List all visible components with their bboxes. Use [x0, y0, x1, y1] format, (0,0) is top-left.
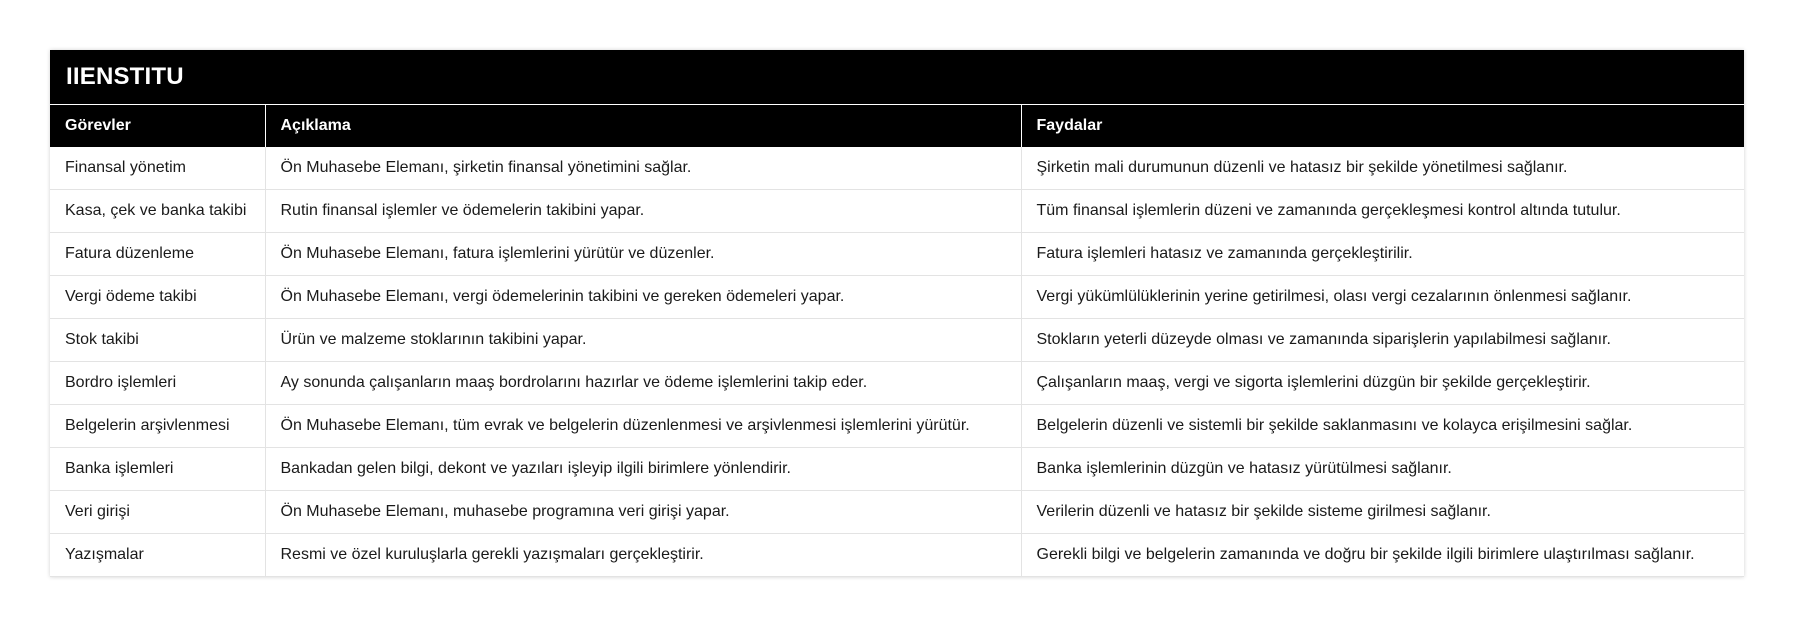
cell-task: Bordro işlemleri: [50, 362, 265, 405]
table-row: [50, 147, 1744, 190]
table-row: [50, 362, 1744, 405]
header-gorevler: Görevler: [50, 105, 265, 147]
cell-benefit: Gerekli bilgi ve belgelerin zamanında ve doğru bir şekilde ilgili birimlere ulaştırılması sağlanır.: [1021, 534, 1744, 577]
cell-description: Rutin finansal işlemler ve ödemelerin takibini yapar.: [265, 190, 1021, 233]
cell-task: Yazışmalar: [50, 534, 265, 577]
cell-task: Vergi ödeme takibi: [50, 276, 265, 319]
brand-title: IIENSTITU: [50, 50, 1744, 104]
content-card: [50, 50, 1744, 577]
cell-benefit: Verilerin düzenli ve hatasız bir şekilde sisteme girilmesi sağlanır.: [1021, 491, 1744, 534]
table-row: [50, 405, 1744, 448]
table-row: [50, 491, 1744, 534]
header-aciklama: Açıklama: [265, 105, 1021, 147]
table-row: [50, 319, 1744, 362]
cell-benefit: Tüm finansal işlemlerin düzeni ve zamanında gerçekleşmesi kontrol altında tutulur.: [1021, 190, 1744, 233]
duties-table: [50, 104, 1744, 577]
cell-task: Fatura düzenleme: [50, 233, 265, 276]
cell-benefit: Stokların yeterli düzeyde olması ve zamanında siparişlerin yapılabilmesi sağlanır.: [1021, 319, 1744, 362]
cell-task: Banka işlemleri: [50, 448, 265, 491]
cell-description: Ön Muhasebe Elemanı, vergi ödemelerinin takibini ve gereken ödemeleri yapar.: [265, 276, 1021, 319]
cell-task: Finansal yönetim: [50, 147, 265, 190]
table-row: [50, 190, 1744, 233]
cell-benefit: Banka işlemlerinin düzgün ve hatasız yürütülmesi sağlanır.: [1021, 448, 1744, 491]
cell-task: Belgelerin arşivlenmesi: [50, 405, 265, 448]
cell-description: Ön Muhasebe Elemanı, tüm evrak ve belgelerin düzenlenmesi ve arşivlenmesi işlemlerini yürütür.: [265, 405, 1021, 448]
cell-benefit: Vergi yükümlülüklerinin yerine getirilmesi, olası vergi cezalarının önlenmesi sağlanır.: [1021, 276, 1744, 319]
table-body: [50, 147, 1744, 577]
cell-description: Ay sonunda çalışanların maaş bordrolarını hazırlar ve ödeme işlemlerini takip eder.: [265, 362, 1021, 405]
cell-task: Kasa, çek ve banka takibi: [50, 190, 265, 233]
header-faydalar: Faydalar: [1021, 105, 1744, 147]
cell-benefit: Çalışanların maaş, vergi ve sigorta işlemlerini düzgün bir şekilde gerçekleştirir.: [1021, 362, 1744, 405]
table-row: [50, 233, 1744, 276]
cell-benefit: Fatura işlemleri hatasız ve zamanında gerçekleştirilir.: [1021, 233, 1744, 276]
cell-description: Ön Muhasebe Elemanı, şirketin finansal yönetimini sağlar.: [265, 147, 1021, 190]
table-row: [50, 534, 1744, 577]
cell-description: Ön Muhasebe Elemanı, muhasebe programına veri girişi yapar.: [265, 491, 1021, 534]
table-row: [50, 448, 1744, 491]
cell-description: Ürün ve malzeme stoklarının takibini yapar.: [265, 319, 1021, 362]
cell-task: Stok takibi: [50, 319, 265, 362]
cell-benefit: Belgelerin düzenli ve sistemli bir şekilde saklanmasını ve kolayca erişilmesini sağlar.: [1021, 405, 1744, 448]
cell-description: Resmi ve özel kuruluşlarla gerekli yazışmaları gerçekleştirir.: [265, 534, 1021, 577]
header-row: [50, 105, 1744, 147]
table-row: [50, 276, 1744, 319]
cell-benefit: Şirketin mali durumunun düzenli ve hatasız bir şekilde yönetilmesi sağlanır.: [1021, 147, 1744, 190]
cell-description: Bankadan gelen bilgi, dekont ve yazıları işleyip ilgili birimlere yönlendirir.: [265, 448, 1021, 491]
cell-description: Ön Muhasebe Elemanı, fatura işlemlerini yürütür ve düzenler.: [265, 233, 1021, 276]
table-header: [50, 105, 1744, 147]
cell-task: Veri girişi: [50, 491, 265, 534]
